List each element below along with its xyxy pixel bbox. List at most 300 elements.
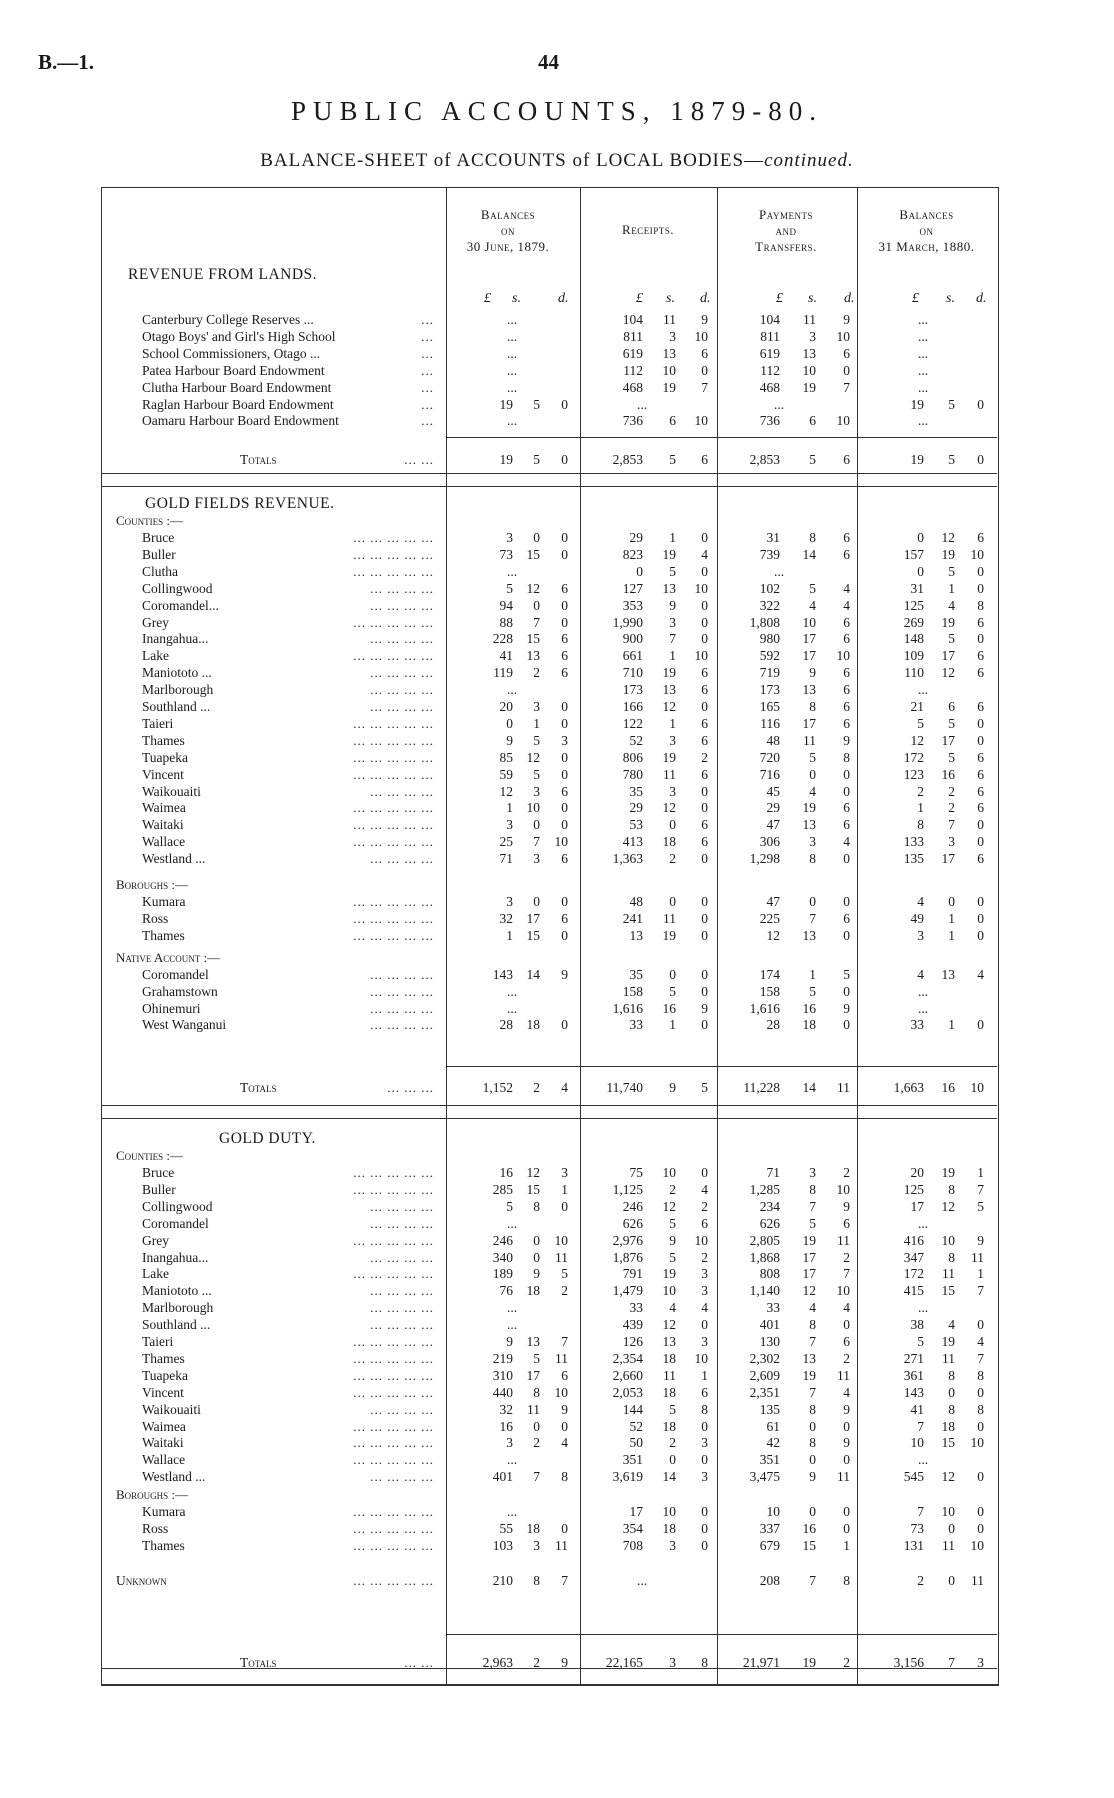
pounds-value: 234 [759,1198,780,1214]
pounds-value: 823 [622,546,643,562]
pence-value: 0 [561,452,568,467]
leader-dots: ... ... ... ... [370,631,434,647]
shillings-value: 3 [669,1655,676,1670]
pence-value: 11 [555,1249,568,1265]
pounds-value: 119 [493,665,513,681]
pence-value: 0 [561,1418,568,1434]
pence-value: 6 [701,1384,708,1400]
pounds-value: 0 [636,563,643,579]
row-label: Patea Harbour Board Endowment [142,362,325,378]
shillings-value: 10 [941,1232,955,1248]
ellipsis-cell: ... [506,345,518,361]
column-heading-bal_mar: on [919,223,934,238]
pence-value: 0 [701,597,708,613]
pounds-value: 88 [499,614,513,630]
shillings-value: 1 [948,580,955,596]
pence-value: 6 [561,631,568,647]
pence-value: 6 [561,648,568,664]
shillings-value: 2 [948,800,955,816]
shilling-unit: s. [946,291,955,306]
pounds-value: 2,354 [612,1350,643,1366]
shillings-value: 18 [662,1521,676,1536]
shillings-value: 18 [662,1418,676,1434]
pounds-value: 3 [506,894,513,909]
pence-value: 6 [701,732,708,748]
pence-value: 0 [701,800,708,816]
pounds-value: 29 [629,530,643,545]
pounds-value: 31 [766,530,780,545]
shillings-value: 15 [526,546,540,562]
shillings-value: 11 [663,1367,676,1383]
shillings-value: 11 [803,732,816,748]
pence-value: 9 [843,1198,850,1214]
pence-value: 8 [701,1401,708,1417]
ellipsis-cell: ... [506,1215,518,1231]
pence-value: 0 [843,1317,850,1333]
shillings-value: 18 [662,834,676,850]
ellipsis-cell: ... [506,983,518,999]
pounds-value: 5 [506,1198,513,1214]
shillings-value: 10 [662,1504,676,1520]
section-rule [446,437,997,438]
pounds-value: 33 [910,1017,924,1033]
pence-value: 6 [843,665,850,681]
shillings-value: 8 [809,1317,816,1333]
pounds-value: 354 [622,1521,643,1536]
shillings-value: 9 [533,1266,540,1282]
shillings-value: 12 [662,1317,676,1333]
pence-value: 3 [977,1655,984,1670]
row-label: Grey [142,614,169,630]
shillings-value: 18 [941,1418,955,1434]
shillings-value: 8 [809,1435,816,1451]
row-label: Canterbury College Reserves ... [142,312,314,327]
pence-value: 10 [970,1080,984,1095]
shillings-value: 0 [533,597,540,613]
pence-value: 4 [701,546,708,562]
shillings-value: 1 [948,927,955,943]
shillings-value: 17 [802,1266,816,1282]
shillings-value: 2 [669,1181,676,1197]
pounds-value: 811 [623,328,643,344]
row-label: Grey [142,1232,169,1248]
shillings-value: 10 [802,362,816,378]
page-subtitle [0,150,1114,172]
pence-value: 0 [561,715,568,731]
shillings-value: 0 [533,1418,540,1434]
shillings-value: 8 [948,1181,955,1197]
shillings-value: 17 [941,732,955,748]
row-label: Thames [142,1350,185,1366]
pounds-value: 189 [492,1266,513,1282]
shillings-value: 19 [802,379,816,395]
shillings-value: 3 [533,1537,540,1553]
pounds-value: 21 [910,699,924,714]
pound-unit: £ [776,291,783,306]
shillings-value: 4 [809,597,816,613]
shillings-value: 4 [948,1317,955,1333]
pounds-value: 1,298 [749,851,780,867]
shillings-value: 15 [526,1181,540,1197]
ellipsis-cell: ... [506,379,518,395]
pounds-value: 1,140 [749,1283,780,1299]
pence-value: 6 [843,817,850,833]
pence-value: 10 [694,580,708,596]
pounds-value: 29 [766,800,780,816]
shillings-value: 12 [526,1165,540,1180]
pence-value: 6 [977,766,984,782]
leader-dots: ... [421,396,434,412]
pounds-value: 1,125 [612,1181,643,1197]
pence-value: 0 [701,530,708,545]
pounds-value: 32 [499,910,513,926]
shillings-value: 2 [533,1435,540,1451]
pounds-value: 13 [629,927,643,943]
pence-value: 6 [701,817,708,833]
pounds-value: 131 [903,1537,924,1553]
pence-value: 0 [701,1537,708,1553]
pence-value: 6 [977,614,984,630]
pounds-value: 3,156 [893,1655,924,1670]
ellipsis-cell: ... [917,1215,929,1231]
pounds-value: 76 [499,1283,513,1299]
shillings-value: 6 [669,413,676,429]
pence-value: 10 [694,413,708,429]
pounds-value: 1,285 [749,1181,780,1197]
shillings-value: 3 [669,328,676,344]
shillings-value: 8 [948,1367,955,1383]
pence-value: 0 [561,927,568,943]
column-heading-bal_mar: Balances [899,207,954,222]
shillings-value: 13 [662,1334,676,1349]
pence-value: 0 [701,783,708,799]
shillings-value: 8 [948,1401,955,1417]
pounds-value: 3 [506,1435,513,1451]
section-rule [446,1634,997,1635]
pound-unit: £ [636,291,643,306]
shillings-value: 5 [809,452,816,467]
leader-dots: ... ... ... ... ... [353,766,434,782]
pence-value: 4 [843,1384,850,1400]
pence-value: 0 [701,1521,708,1536]
pence-value: 11 [837,1469,850,1485]
pounds-value: 135 [903,851,924,867]
shillings-value: 13 [802,817,816,833]
leader-dots: ... ... ... ... [370,1401,434,1417]
totals-label: Totals [240,1080,277,1095]
pounds-value: 143 [903,1384,924,1400]
shillings-value: 11 [527,1401,540,1417]
shillings-value: 17 [526,1367,540,1383]
pounds-value: 9 [506,1334,513,1349]
shillings-value: 16 [662,1000,676,1016]
pence-value: 6 [701,452,708,467]
pounds-value: 17 [629,1504,643,1520]
pence-value: 1 [701,1367,708,1383]
pence-value: 2 [843,1249,850,1265]
pence-value: 0 [843,1017,850,1033]
group-label: Counties :— [116,1148,184,1163]
column-heading-bal_jun: 30 June, 1879. [466,239,550,254]
shillings-value: 13 [802,682,816,698]
column-heading-receipts: Receipts. [622,222,674,237]
pence-value: 0 [701,631,708,647]
table-frame-double-rule [101,1684,999,1685]
pounds-value: 172 [903,749,924,765]
leader-dots: ... [421,362,434,378]
shillings-value: 5 [669,1401,676,1417]
shillings-value: 7 [948,817,955,833]
pence-value: 0 [977,910,984,926]
shillings-value: 7 [669,631,676,647]
pounds-value: 12 [910,732,924,748]
shillings-value: 19 [662,1266,676,1282]
pence-value: 9 [843,1435,850,1451]
pence-value: 11 [971,1249,984,1265]
pounds-value: 173 [759,682,780,698]
pounds-value: 5 [917,715,924,731]
pounds-value: 340 [492,1249,513,1265]
pence-value: 2 [843,1165,850,1180]
pence-value: 8 [977,597,984,613]
pence-value: 2 [843,1655,850,1670]
pence-value: 0 [561,530,568,545]
pounds-value: 353 [622,597,643,613]
pence-value: 1 [843,1537,850,1553]
pence-value: 6 [843,345,850,361]
pounds-value: 592 [759,648,780,664]
shillings-value: 16 [941,766,955,782]
pounds-value: 52 [629,732,643,748]
pence-unit: d. [976,291,987,306]
pounds-value: 3 [506,817,513,833]
ellipsis-cell: ... [636,1572,648,1588]
row-label: Ross [142,1521,169,1536]
pounds-value: 28 [499,1017,513,1033]
pounds-value: 361 [903,1367,924,1383]
pence-value: 0 [843,894,850,909]
shillings-value: 12 [526,749,540,765]
pence-value: 0 [977,817,984,833]
pounds-value: 285 [492,1181,513,1197]
shillings-value: 3 [809,834,816,850]
pence-value: 7 [977,1283,984,1299]
pence-value: 10 [836,1181,850,1197]
pence-value: 6 [977,800,984,816]
pounds-value: 19 [910,452,924,467]
pounds-value: 41 [910,1401,924,1417]
shillings-value: 17 [802,648,816,664]
shillings-value: 19 [941,1334,955,1349]
pounds-value: 351 [622,1452,643,1468]
pence-value: 0 [561,1521,568,1536]
ellipsis-cell: ... [917,1000,929,1016]
pence-value: 0 [977,732,984,748]
section-title: GOLD DUTY. [219,1130,316,1147]
pounds-value: 29 [629,800,643,816]
pence-value: 6 [561,665,568,681]
pounds-value: 28 [766,1017,780,1033]
pence-value: 6 [843,452,850,467]
shillings-value: 13 [526,648,540,664]
shillings-value: 11 [942,1266,955,1282]
column-heading-payments: Payments [759,207,813,222]
pounds-value: 125 [903,597,924,613]
pounds-value: 10 [766,1504,780,1520]
shillings-value: 0 [533,1249,540,1265]
shillings-value: 11 [942,1350,955,1366]
pence-value: 0 [561,800,568,816]
pence-value: 6 [701,1215,708,1231]
pounds-value: 16 [499,1418,513,1434]
pounds-value: 1,663 [893,1080,924,1095]
pounds-value: 50 [629,1435,643,1451]
pounds-value: 61 [766,1418,780,1434]
pounds-value: 708 [622,1537,643,1553]
pounds-value: 59 [499,766,513,782]
shillings-value: 16 [941,1080,955,1095]
row-label: Unknown [116,1572,167,1588]
row-label: Collingwood [142,1198,213,1214]
pence-value: 10 [836,1283,850,1299]
ellipsis-cell: ... [917,1452,929,1468]
group-label: Boroughs :— [116,877,189,892]
leader-dots: ... ... ... ... ... [353,1350,434,1366]
row-label: Inangahua... [142,1249,209,1265]
pence-value: 0 [701,699,708,714]
pounds-value: 322 [759,597,780,613]
pounds-value: 158 [622,983,643,999]
pounds-value: 35 [629,966,643,982]
pence-value: 6 [561,910,568,926]
leader-dots: ... ... ... ... ... [353,715,434,731]
row-label: Southland ... [142,1317,211,1333]
shillings-value: 4 [669,1300,676,1316]
section-rule [101,1118,997,1119]
pence-value: 7 [561,1572,568,1588]
row-label: Waikouaiti [142,1401,201,1417]
pence-value: 6 [977,699,984,714]
pence-value: 0 [977,563,984,579]
row-label: Buller [142,546,176,562]
page-number: 44 [538,50,559,74]
shillings-value: 10 [802,614,816,630]
pounds-value: 4 [917,894,924,909]
pounds-value: 439 [622,1317,643,1333]
shillings-value: 7 [533,834,540,850]
shillings-value: 15 [941,1283,955,1299]
shillings-value: 0 [533,1232,540,1248]
shillings-value: 3 [533,851,540,867]
row-label: Wallace [142,1452,186,1468]
leader-dots: ... ... ... ... [370,1469,434,1485]
shillings-value: 11 [803,312,816,327]
pence-value: 2 [701,1249,708,1265]
shillings-value: 19 [941,1165,955,1180]
shillings-value: 9 [809,665,816,681]
shillings-value: 9 [669,597,676,613]
pounds-value: 157 [903,546,924,562]
shillings-value: 13 [802,1350,816,1366]
pence-value: 0 [843,1418,850,1434]
shillings-value: 18 [662,1384,676,1400]
pence-value: 9 [561,1655,568,1670]
pounds-value: 246 [622,1198,643,1214]
pence-value: 0 [843,851,850,867]
pounds-value: 347 [903,1249,924,1265]
pence-value: 0 [701,614,708,630]
pence-value: 6 [701,345,708,361]
shillings-value: 5 [533,732,540,748]
shillings-value: 8 [533,1572,540,1588]
pounds-value: 2,853 [749,452,780,467]
shillings-value: 5 [948,452,955,467]
row-label: Southland ... [142,699,211,714]
shillings-value: 3 [669,1537,676,1553]
pence-value: 5 [977,1198,984,1214]
pounds-value: 980 [759,631,780,647]
pounds-value: 1 [506,800,513,816]
shillings-value: 13 [802,927,816,943]
shillings-value: 13 [662,682,676,698]
shillings-value: 13 [941,966,955,982]
ellipsis-cell: ... [917,983,929,999]
shillings-value: 3 [533,699,540,714]
pence-value: 4 [977,966,984,982]
shillings-value: 17 [941,851,955,867]
pounds-value: 619 [622,345,643,361]
shillings-value: 2 [533,665,540,681]
ellipsis-cell: ... [917,312,929,327]
shillings-value: 0 [809,1452,816,1468]
pounds-value: 135 [759,1401,780,1417]
shillings-value: 5 [533,396,540,412]
leader-dots: ... ... ... ... [370,1249,434,1265]
pounds-value: 2 [917,783,924,799]
pence-value: 0 [561,894,568,909]
pounds-value: 719 [759,665,780,681]
row-label: Maniototo ... [142,665,212,681]
pounds-value: 2,963 [482,1655,513,1670]
shillings-value: 12 [941,1469,955,1485]
pence-value: 0 [701,1418,708,1434]
pounds-value: 116 [760,715,780,731]
pence-value: 8 [977,1367,984,1383]
pounds-value: 20 [499,699,513,714]
row-label: Kumara [142,894,186,909]
shillings-value: 0 [669,817,676,833]
pounds-value: 619 [759,345,780,361]
pence-value: 5 [843,966,850,982]
shillings-value: 3 [809,328,816,344]
column-heading-payments: Transfers. [755,239,817,254]
shillings-value: 7 [809,1384,816,1400]
pounds-value: 73 [499,546,513,562]
pounds-value: 123 [903,766,924,782]
leader-dots: ... ... ... ... ... [353,1572,434,1588]
leader-dots: ... [421,312,434,327]
pounds-value: 127 [622,580,643,596]
pounds-value: 158 [759,983,780,999]
section-title: GOLD FIELDS REVENUE. [145,495,335,512]
pounds-value: 71 [499,851,513,867]
row-label: Thames [142,1537,185,1553]
shillings-value: 5 [948,631,955,647]
pence-value: 0 [701,563,708,579]
shillings-value: 13 [662,580,676,596]
shillings-value: 3 [669,732,676,748]
pounds-value: 103 [492,1537,513,1553]
